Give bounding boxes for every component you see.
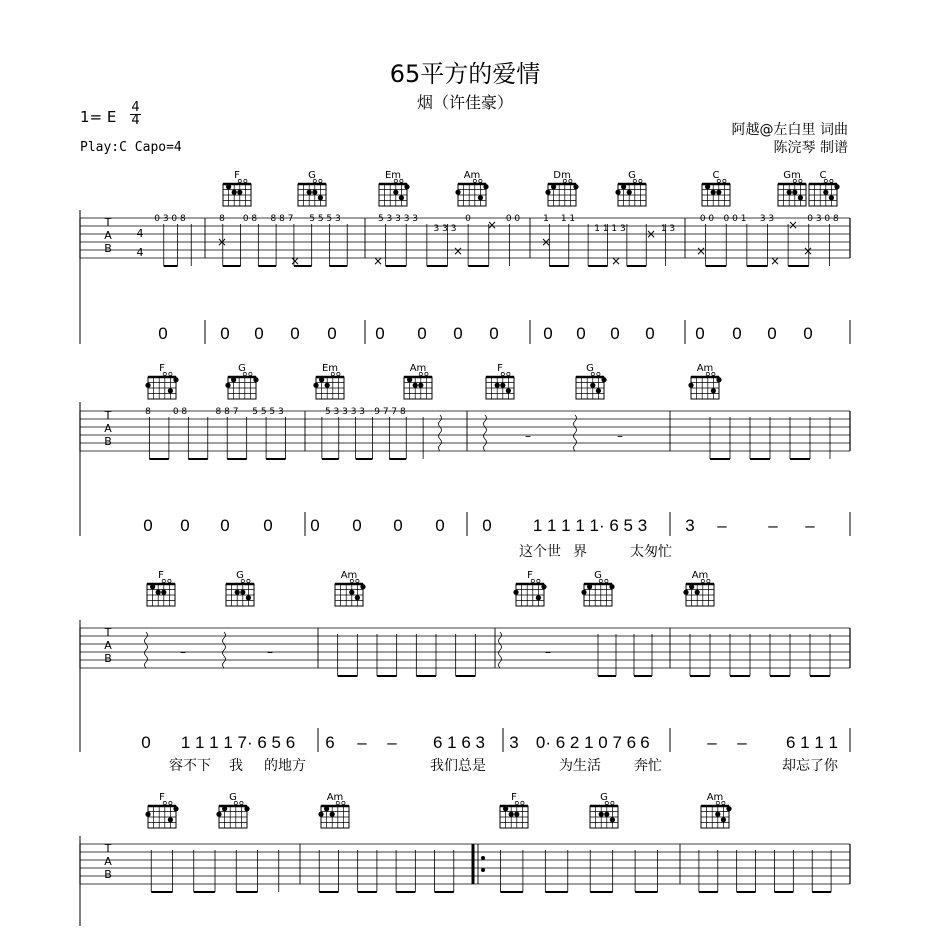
chord-finger-dot bbox=[514, 812, 519, 817]
tab-rest: – bbox=[180, 645, 186, 659]
tab-time-signature: 4 bbox=[136, 227, 144, 240]
tab-muted-note: × bbox=[802, 244, 814, 258]
chord-diagram-am bbox=[335, 570, 366, 606]
chord-finger-dot bbox=[500, 383, 505, 388]
lyric-text: 我 bbox=[229, 758, 243, 774]
jianpu-note: 0 bbox=[263, 516, 273, 535]
tab-fret-number: 1 3 bbox=[660, 224, 676, 234]
chord-finger-dot bbox=[168, 388, 173, 393]
chord-finger-dot bbox=[156, 590, 161, 595]
chord-finger-dot bbox=[683, 590, 688, 595]
chord-diagram-dm bbox=[545, 170, 578, 206]
jianpu-note: 0 bbox=[767, 324, 777, 343]
chord-name: F bbox=[497, 363, 503, 374]
chord-finger-dot bbox=[161, 590, 166, 595]
chord-finger-dot bbox=[312, 190, 317, 195]
chord-name: Am bbox=[691, 570, 709, 581]
chord-finger-dot bbox=[318, 195, 323, 200]
strum-arpeggio bbox=[145, 632, 148, 668]
chord-finger-dot bbox=[246, 595, 251, 600]
jianpu-note: 0 bbox=[489, 324, 499, 343]
chord-diagram-g bbox=[576, 363, 607, 399]
jianpu-note: 0 bbox=[482, 516, 492, 535]
chord-open-string bbox=[169, 801, 172, 804]
jianpu-note: 0 bbox=[435, 516, 445, 535]
chord-name: G bbox=[236, 570, 244, 581]
chord-finger-dot bbox=[587, 584, 592, 589]
tab-muted-note: × bbox=[289, 254, 301, 268]
chord-open-string bbox=[356, 579, 359, 582]
chord-open-string bbox=[639, 179, 642, 182]
chord-finger-dot bbox=[226, 184, 231, 189]
jianpu-note: 0 bbox=[393, 516, 403, 535]
chord-finger-dot bbox=[313, 383, 318, 388]
lyric-text: 这个世 bbox=[519, 544, 561, 560]
tab-fret-number: 5 5 5 3 bbox=[309, 214, 341, 224]
chord-open-string bbox=[337, 372, 340, 375]
chord-open-string bbox=[169, 372, 172, 375]
chord-name: Dm bbox=[553, 170, 571, 181]
chord-finger-dot bbox=[705, 184, 710, 189]
chord-finger-dot bbox=[478, 195, 483, 200]
chord-diagram-f bbox=[147, 570, 175, 606]
jianpu-note: 1 1 1 1 1· 6 5 3 bbox=[532, 516, 648, 535]
chord-finger-dot bbox=[150, 584, 155, 589]
jianpu-note: – bbox=[357, 733, 367, 752]
jianpu-note: 0 bbox=[180, 516, 190, 535]
chord-open-string bbox=[319, 179, 322, 182]
jianpu-note: 0 bbox=[610, 324, 620, 343]
chord-finger-dot bbox=[621, 184, 626, 189]
chord-open-string bbox=[722, 801, 725, 804]
chord-finger-dot bbox=[145, 812, 150, 817]
chord-finger-dot bbox=[721, 817, 726, 822]
chord-diagram-f bbox=[513, 570, 546, 606]
chord-finger-dot bbox=[495, 383, 500, 388]
chord-diagram-gm bbox=[778, 170, 806, 206]
strum-arpeggio bbox=[574, 415, 577, 451]
tab-clef-letter: T bbox=[104, 409, 112, 422]
chord-diagram-c bbox=[809, 170, 840, 206]
tab-muted-note: × bbox=[645, 227, 657, 241]
tab-fret-number: 3 3 bbox=[759, 214, 775, 224]
jianpu-note: – bbox=[387, 733, 397, 752]
tab-fret-number: 9 7 7 8 bbox=[374, 407, 406, 417]
chord-finger-dot bbox=[173, 806, 178, 811]
chord-open-string bbox=[507, 372, 510, 375]
jianpu-note: 0 bbox=[417, 324, 427, 343]
tab-clef-letter: A bbox=[104, 855, 112, 868]
chord-finger-dot bbox=[798, 195, 803, 200]
chord-finger-dot bbox=[393, 190, 398, 195]
chord-name: Em bbox=[384, 170, 402, 181]
jianpu-note: 0 bbox=[254, 324, 264, 343]
chord-finger-dot bbox=[404, 184, 409, 189]
chord-name: Am bbox=[340, 570, 358, 581]
jianpu-note: 0· 6 2 1 0 7 6 bbox=[535, 733, 637, 752]
tab-time-signature: 4 bbox=[136, 246, 144, 259]
jianpu-note: 0 bbox=[327, 324, 337, 343]
tab-fret-number: 5 3 3 3 3 bbox=[377, 214, 419, 224]
chord-diagram-f bbox=[145, 792, 178, 828]
chord-finger-dot bbox=[319, 377, 324, 382]
chord-open-string bbox=[537, 579, 540, 582]
tab-clef-letter: B bbox=[104, 435, 112, 448]
jianpu-note: 3 bbox=[509, 733, 519, 752]
tab-muted-note: × bbox=[216, 235, 228, 249]
chord-diagram-g bbox=[298, 170, 326, 206]
chord-finger-dot bbox=[325, 383, 330, 388]
tab-clef-letter: A bbox=[104, 422, 112, 435]
chord-open-string bbox=[240, 801, 243, 804]
lyric-text: 我们总是 bbox=[430, 758, 486, 774]
chord-finger-dot bbox=[413, 383, 418, 388]
chord-finger-dot bbox=[145, 383, 150, 388]
strum-arpeggio bbox=[499, 632, 502, 668]
chord-finger-dot bbox=[349, 590, 354, 595]
tab-fret-number: 3 3 3 bbox=[433, 224, 457, 234]
chord-diagram-g bbox=[225, 363, 258, 399]
chord-finger-dot bbox=[330, 812, 335, 817]
chord-name: F bbox=[159, 363, 165, 374]
chord-finger-dot bbox=[601, 377, 606, 382]
jianpu-note: 0 bbox=[220, 324, 230, 343]
jianpu-note: – bbox=[737, 733, 747, 752]
chord-finger-dot bbox=[483, 184, 488, 189]
chord-name: Am bbox=[326, 792, 344, 803]
jianpu-note: – bbox=[805, 516, 815, 535]
chord-finger-dot bbox=[627, 190, 632, 195]
chord-diagram-f bbox=[486, 363, 514, 399]
tab-fret-number: 5 3 3 3 3 bbox=[324, 407, 366, 417]
tab-rest: – bbox=[525, 429, 531, 443]
chord-finger-dot bbox=[599, 812, 604, 817]
jianpu-note: 0 bbox=[310, 516, 320, 535]
time-signature-numerator: 4 bbox=[131, 100, 140, 115]
chord-open-string bbox=[247, 579, 250, 582]
jianpu-note: – bbox=[768, 516, 778, 535]
chord-finger-dot bbox=[689, 584, 694, 589]
chord-finger-dot bbox=[536, 595, 541, 600]
chord-open-string bbox=[830, 179, 833, 182]
chord-finger-dot bbox=[168, 817, 173, 822]
chord-diagram-g bbox=[615, 170, 646, 206]
tab-muted-note: × bbox=[610, 254, 622, 268]
song-title: 65平方的爱情 bbox=[389, 60, 541, 88]
jianpu-note: 6 1 6 3 bbox=[433, 733, 485, 752]
jianpu-note: 0 bbox=[732, 324, 742, 343]
chord-diagram-g bbox=[226, 570, 254, 606]
jianpu-note: 1 1 1 1 7· 6 5 6 bbox=[180, 733, 296, 752]
chord-open-string bbox=[605, 579, 608, 582]
jianpu-note: – bbox=[707, 733, 717, 752]
chord-finger-dot bbox=[225, 383, 230, 388]
chord-finger-dot bbox=[716, 190, 721, 195]
chord-finger-dot bbox=[324, 806, 329, 811]
chord-finger-dot bbox=[581, 590, 586, 595]
chord-finger-dot bbox=[610, 817, 615, 822]
chord-open-string bbox=[244, 179, 247, 182]
chord-diagram-g bbox=[590, 792, 618, 828]
jianpu-note: 0 bbox=[375, 324, 385, 343]
chord-name: F bbox=[527, 570, 533, 581]
chord-open-string bbox=[342, 801, 345, 804]
chord-open-string bbox=[400, 179, 403, 182]
chord-finger-dot bbox=[407, 377, 412, 382]
chord-finger-dot bbox=[716, 377, 721, 382]
tab-clef-letter: T bbox=[104, 842, 112, 855]
chord-finger-dot bbox=[596, 388, 601, 393]
jianpu-note: – bbox=[717, 516, 727, 535]
chord-name: Am bbox=[409, 363, 427, 374]
credit-transcriber: 陈浣琴 制谱 bbox=[773, 140, 848, 156]
tab-muted-note: × bbox=[540, 235, 552, 249]
tab-fret-number: 0 3 0 8 bbox=[154, 214, 186, 224]
chord-finger-dot bbox=[513, 590, 518, 595]
chord-name: Am bbox=[696, 363, 714, 374]
chord-finger-dot bbox=[695, 590, 700, 595]
chord-name: G bbox=[628, 170, 636, 181]
chord-name: F bbox=[511, 792, 517, 803]
lyric-text: 容不下 bbox=[169, 758, 211, 774]
chord-open-string bbox=[479, 179, 482, 182]
chord-finger-dot bbox=[173, 377, 178, 382]
tab-fret-number: 8 8 7 bbox=[215, 407, 239, 417]
chord-finger-dot bbox=[823, 190, 828, 195]
chord-finger-dot bbox=[318, 812, 323, 817]
chord-finger-dot bbox=[509, 812, 514, 817]
chord-finger-dot bbox=[360, 584, 365, 589]
chord-finger-dot bbox=[604, 812, 609, 817]
tab-rest: – bbox=[617, 429, 623, 443]
chord-finger-dot bbox=[711, 388, 716, 393]
tab-fret-number: 1 1 bbox=[560, 214, 576, 224]
tab-fret-number: 8 8 7 bbox=[270, 214, 294, 224]
strum-arpeggio bbox=[484, 415, 487, 451]
chord-diagram-am bbox=[683, 570, 714, 606]
chord-name: G bbox=[594, 570, 602, 581]
jianpu-note: 0 bbox=[220, 516, 230, 535]
jianpu-note: 0 bbox=[453, 324, 463, 343]
jianpu-note: 0 bbox=[645, 324, 655, 343]
tab-clef-letter: T bbox=[104, 216, 112, 229]
chord-name: F bbox=[158, 570, 164, 581]
chord-finger-dot bbox=[355, 595, 360, 600]
chord-finger-dot bbox=[418, 383, 423, 388]
lyric-text: 为生活 bbox=[559, 758, 601, 774]
lyric-text: 界 bbox=[573, 544, 587, 560]
tab-fret-number: 5 5 5 3 bbox=[252, 407, 284, 417]
chord-diagram-f bbox=[500, 792, 528, 828]
chord-open-string bbox=[712, 372, 715, 375]
repeat-dot bbox=[481, 868, 485, 872]
chord-open-string bbox=[168, 579, 171, 582]
chord-diagram-f bbox=[145, 363, 178, 399]
jianpu-note: 0 bbox=[352, 516, 362, 535]
jianpu-note: 0 bbox=[543, 324, 553, 343]
tab-muted-note: × bbox=[452, 244, 464, 258]
chord-name: C bbox=[712, 170, 720, 181]
jianpu-note: 6 bbox=[640, 733, 650, 752]
tab-clef-letter: T bbox=[104, 626, 112, 639]
tab-fret-number: 0 3 0 8 bbox=[807, 214, 839, 224]
chord-finger-dot bbox=[399, 195, 404, 200]
lyric-text: 奔忙 bbox=[634, 758, 662, 774]
tab-fret-number: 0 8 bbox=[172, 407, 188, 417]
chord-name: F bbox=[159, 792, 165, 803]
tab-muted-note: × bbox=[769, 254, 781, 268]
chord-diagram-em bbox=[313, 363, 344, 399]
chord-name: C bbox=[819, 170, 827, 181]
chord-finger-dot bbox=[609, 584, 614, 589]
chord-diagram-am bbox=[404, 363, 432, 399]
chord-finger-dot bbox=[503, 806, 508, 811]
chord-name: Am bbox=[706, 792, 724, 803]
chord-finger-dot bbox=[216, 812, 221, 817]
chord-finger-dot bbox=[244, 806, 249, 811]
tab-fret-number: 8 bbox=[145, 407, 151, 417]
chord-name: G bbox=[238, 363, 246, 374]
tab-muted-note: × bbox=[372, 254, 384, 268]
chord-name: F bbox=[234, 170, 240, 181]
chord-finger-dot bbox=[541, 584, 546, 589]
chord-finger-dot bbox=[688, 383, 693, 388]
chord-finger-dot bbox=[240, 590, 245, 595]
tab-muted-note: × bbox=[695, 244, 707, 258]
chord-finger-dot bbox=[711, 190, 716, 195]
chord-name: G bbox=[600, 792, 608, 803]
chord-finger-dot bbox=[231, 377, 236, 382]
jianpu-note: 3 bbox=[685, 516, 695, 535]
tab-clef-letter: A bbox=[104, 639, 112, 652]
chord-name: G bbox=[229, 792, 237, 803]
chord-diagram-am bbox=[701, 792, 732, 828]
chord-diagram-f bbox=[223, 170, 251, 206]
chord-finger-dot bbox=[307, 190, 312, 195]
tab-rest: – bbox=[545, 645, 551, 659]
chord-diagram-am bbox=[688, 363, 721, 399]
song-subtitle: 烟（许佳豪） bbox=[416, 93, 513, 112]
jianpu-note: 0 bbox=[695, 324, 705, 343]
chord-finger-dot bbox=[792, 190, 797, 195]
jianpu-note: 0 bbox=[803, 324, 813, 343]
tab-fret-number: 0 bbox=[465, 214, 471, 224]
chord-finger-dot bbox=[235, 590, 240, 595]
tab-fret-number: 0 0 bbox=[505, 214, 521, 224]
time-signature-denominator: 4 bbox=[131, 113, 140, 128]
chord-diagram-g bbox=[581, 570, 614, 606]
chord-open-string bbox=[425, 372, 428, 375]
chord-finger-dot bbox=[237, 190, 242, 195]
lyric-text: 却忘了你 bbox=[782, 758, 838, 774]
chord-open-string bbox=[521, 801, 524, 804]
lyric-text: 太匆忙 bbox=[630, 544, 672, 560]
chord-diagram-em bbox=[379, 170, 410, 206]
chord-finger-dot bbox=[715, 812, 720, 817]
key-signature: 1= E bbox=[80, 108, 117, 126]
jianpu-note: 6 1 1 1 bbox=[786, 733, 838, 752]
tab-muted-note: × bbox=[787, 218, 799, 232]
jianpu-note: 0 bbox=[141, 733, 151, 752]
credit-lyrics-music: 阿越@左白里 词曲 bbox=[731, 122, 848, 138]
chord-finger-dot bbox=[455, 190, 460, 195]
chord-open-string bbox=[611, 801, 614, 804]
tab-rest: – bbox=[267, 645, 273, 659]
strum-arpeggio bbox=[439, 415, 442, 451]
tab-clef-letter: A bbox=[104, 229, 112, 242]
tab-fret-number: 0 8 bbox=[242, 214, 258, 224]
chord-diagram-am bbox=[455, 170, 488, 206]
chord-diagram-c bbox=[702, 170, 730, 206]
chord-diagram-g bbox=[216, 792, 249, 828]
play-capo-info: Play:C Capo=4 bbox=[80, 140, 182, 155]
chord-open-string bbox=[249, 372, 252, 375]
tab-fret-number: 0 0 1 bbox=[723, 214, 747, 224]
chord-finger-dot bbox=[253, 377, 258, 382]
chord-finger-dot bbox=[551, 184, 556, 189]
strum-arpeggio bbox=[223, 632, 226, 668]
tab-fret-number: 1 1 1 3 bbox=[594, 224, 626, 234]
tab-fret-number: 0 0 bbox=[699, 214, 715, 224]
chord-open-string bbox=[723, 179, 726, 182]
jianpu-note: 0 bbox=[158, 324, 168, 343]
chord-finger-dot bbox=[590, 383, 595, 388]
chord-finger-dot bbox=[222, 806, 227, 811]
chord-finger-dot bbox=[834, 184, 839, 189]
chord-finger-dot bbox=[545, 190, 550, 195]
tab-fret-number: 1 bbox=[543, 214, 549, 224]
chord-name: Em bbox=[321, 363, 339, 374]
chord-open-string bbox=[707, 579, 710, 582]
jianpu-note: 6 bbox=[325, 733, 335, 752]
tab-muted-note: × bbox=[486, 218, 498, 232]
chord-finger-dot bbox=[615, 190, 620, 195]
chord-finger-dot bbox=[787, 190, 792, 195]
chord-name: Am bbox=[463, 170, 481, 181]
chord-finger-dot bbox=[232, 190, 237, 195]
chord-open-string bbox=[597, 372, 600, 375]
chord-finger-dot bbox=[506, 388, 511, 393]
lyric-text: 的地方 bbox=[264, 758, 306, 774]
chord-finger-dot bbox=[829, 195, 834, 200]
tab-clef-letter: B bbox=[104, 868, 112, 881]
repeat-dot bbox=[481, 856, 485, 860]
tab-clef-letter: B bbox=[104, 242, 112, 255]
tab-fret-number: 8 bbox=[219, 214, 225, 224]
chord-name: Gm bbox=[783, 170, 801, 181]
chord-diagram-am bbox=[318, 792, 349, 828]
jianpu-note: 0 bbox=[576, 324, 586, 343]
chord-name: G bbox=[308, 170, 316, 181]
jianpu-note: 0 bbox=[143, 516, 153, 535]
jianpu-note: 0 bbox=[290, 324, 300, 343]
chord-finger-dot bbox=[573, 184, 578, 189]
chord-finger-dot bbox=[726, 806, 731, 811]
chord-name: G bbox=[586, 363, 594, 374]
tab-clef-letter: B bbox=[104, 652, 112, 665]
